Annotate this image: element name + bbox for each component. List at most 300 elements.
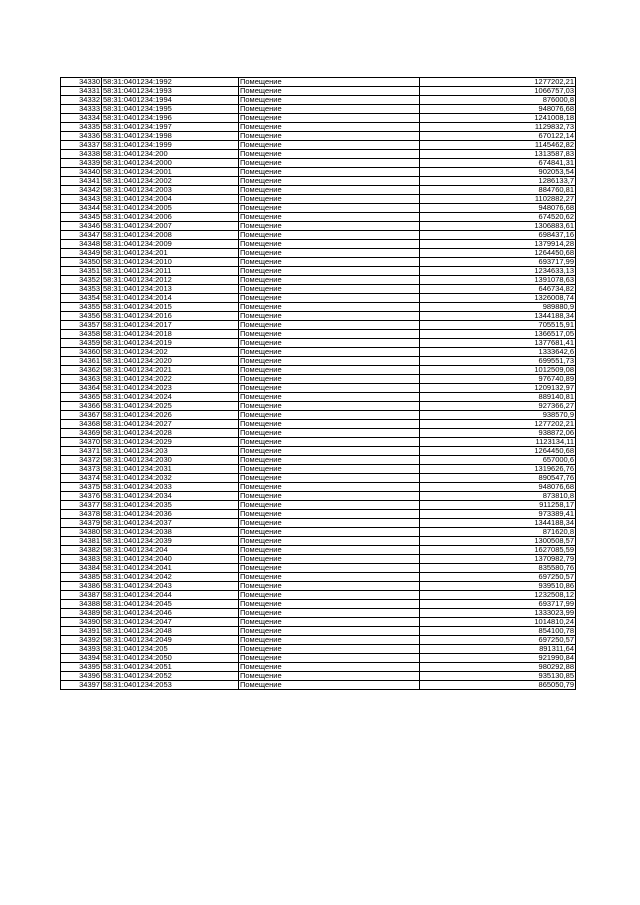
cadastral-value-cell: 835580,76 [420, 564, 576, 573]
cadastral-value-cell: 1333642,6 [420, 348, 576, 357]
cadastral-value-cell: 973389,41 [420, 510, 576, 519]
table-row [61, 96, 576, 105]
table-row [61, 384, 576, 393]
table-row [61, 546, 576, 555]
cadastral-number-cell: 58:31:0401234:1994 [102, 96, 239, 105]
cadastral-value-cell: 1014810,24 [420, 618, 576, 627]
cadastral-value-cell: 1326008,74 [420, 294, 576, 303]
object-type-cell: Помещение [239, 654, 420, 663]
cadastral-number-cell: 58:31:0401234:2034 [102, 492, 239, 501]
row-number-cell: 34340 [61, 168, 102, 177]
cadastral-value-cell: 1379914,28 [420, 240, 576, 249]
object-type-cell: Помещение [239, 402, 420, 411]
cadastral-number-cell: 58:31:0401234:2042 [102, 573, 239, 582]
row-number-cell: 34348 [61, 240, 102, 249]
row-number-cell: 34333 [61, 105, 102, 114]
object-type-cell: Помещение [239, 357, 420, 366]
cadastral-value-cell: 1241008,18 [420, 114, 576, 123]
table-row [61, 654, 576, 663]
table-row [61, 438, 576, 447]
cadastral-number-cell: 58:31:0401234:2038 [102, 528, 239, 537]
cadastral-number-cell: 58:31:0401234:2032 [102, 474, 239, 483]
row-number-cell: 34383 [61, 555, 102, 564]
table-row [61, 447, 576, 456]
cadastral-number-cell: 58:31:0401234:2040 [102, 555, 239, 564]
table-row [61, 483, 576, 492]
table-row [61, 501, 576, 510]
cadastral-value-cell: 1313587,83 [420, 150, 576, 159]
cadastral-value-cell: 1344188,34 [420, 312, 576, 321]
row-number-cell: 34351 [61, 267, 102, 276]
table-row [61, 330, 576, 339]
object-type-cell: Помещение [239, 276, 420, 285]
object-type-cell: Помещение [239, 240, 420, 249]
object-type-cell: Помещение [239, 564, 420, 573]
object-type-cell: Помещение [239, 510, 420, 519]
row-number-cell: 34377 [61, 501, 102, 510]
row-number-cell: 34353 [61, 285, 102, 294]
table-row [61, 564, 576, 573]
object-type-cell: Помещение [239, 537, 420, 546]
table-row [61, 285, 576, 294]
cadastral-value-cell: 854100,78 [420, 627, 576, 636]
cadastral-number-cell: 58:31:0401234:2002 [102, 177, 239, 186]
object-type-cell: Помещение [239, 96, 420, 105]
table-row [61, 276, 576, 285]
table-row [61, 357, 576, 366]
cadastral-number-cell: 58:31:0401234:2000 [102, 159, 239, 168]
table-row [61, 582, 576, 591]
table-row [61, 672, 576, 681]
row-number-cell: 34349 [61, 249, 102, 258]
row-number-cell: 34394 [61, 654, 102, 663]
object-type-cell: Помещение [239, 267, 420, 276]
cadastral-number-cell: 58:31:0401234:2047 [102, 618, 239, 627]
cadastral-value-cell: 674520,62 [420, 213, 576, 222]
cadastral-number-cell: 58:31:0401234:201 [102, 249, 239, 258]
row-number-cell: 34382 [61, 546, 102, 555]
cadastral-number-cell: 58:31:0401234:2052 [102, 672, 239, 681]
table-row [61, 78, 576, 87]
table-row [61, 339, 576, 348]
cadastral-number-cell: 58:31:0401234:2005 [102, 204, 239, 213]
row-number-cell: 34359 [61, 339, 102, 348]
row-number-cell: 34380 [61, 528, 102, 537]
cadastral-number-cell: 58:31:0401234:204 [102, 546, 239, 555]
cadastral-value-cell: 697250,57 [420, 573, 576, 582]
row-number-cell: 34373 [61, 465, 102, 474]
cadastral-number-cell: 58:31:0401234:2039 [102, 537, 239, 546]
object-type-cell: Помещение [239, 285, 420, 294]
row-number-cell: 34335 [61, 123, 102, 132]
cadastral-value-cell: 938872,06 [420, 429, 576, 438]
cadastral-value-cell: 1333023,99 [420, 609, 576, 618]
table-row [61, 258, 576, 267]
row-number-cell: 34342 [61, 186, 102, 195]
row-number-cell: 34395 [61, 663, 102, 672]
object-type-cell: Помещение [239, 348, 420, 357]
table-row [61, 375, 576, 384]
row-number-cell: 34337 [61, 141, 102, 150]
cadastral-number-cell: 58:31:0401234:202 [102, 348, 239, 357]
cadastral-number-cell: 58:31:0401234:2008 [102, 231, 239, 240]
row-number-cell: 34385 [61, 573, 102, 582]
row-number-cell: 34360 [61, 348, 102, 357]
object-type-cell: Помещение [239, 303, 420, 312]
row-number-cell: 34355 [61, 303, 102, 312]
cadastral-number-cell: 58:31:0401234:2029 [102, 438, 239, 447]
cadastral-value-cell: 698437,16 [420, 231, 576, 240]
row-number-cell: 34379 [61, 519, 102, 528]
object-type-cell: Помещение [239, 546, 420, 555]
cadastral-number-cell: 58:31:0401234:2050 [102, 654, 239, 663]
table-row [61, 537, 576, 546]
object-type-cell: Помещение [239, 312, 420, 321]
cadastral-value-cell: 871620,8 [420, 528, 576, 537]
cadastral-value-cell: 1319626,76 [420, 465, 576, 474]
cadastral-value-cell: 1102882,27 [420, 195, 576, 204]
cadastral-number-cell: 58:31:0401234:2020 [102, 357, 239, 366]
cadastral-value-cell: 935130,85 [420, 672, 576, 681]
row-number-cell: 34369 [61, 429, 102, 438]
cadastral-number-cell: 58:31:0401234:1996 [102, 114, 239, 123]
table-row [61, 114, 576, 123]
table-row [61, 222, 576, 231]
object-type-cell: Помещение [239, 456, 420, 465]
object-type-cell: Помещение [239, 294, 420, 303]
cadastral-number-cell: 58:31:0401234:200 [102, 150, 239, 159]
row-number-cell: 34331 [61, 87, 102, 96]
cadastral-number-cell: 58:31:0401234:2046 [102, 609, 239, 618]
row-number-cell: 34364 [61, 384, 102, 393]
cadastral-value-cell: 1391078,63 [420, 276, 576, 285]
cadastral-value-cell: 1234633,13 [420, 267, 576, 276]
cadastral-value-cell: 657000,6 [420, 456, 576, 465]
cadastral-number-cell: 58:31:0401234:2019 [102, 339, 239, 348]
object-type-cell: Помещение [239, 519, 420, 528]
object-type-cell: Помещение [239, 528, 420, 537]
cadastral-number-cell: 58:31:0401234:2043 [102, 582, 239, 591]
table-row [61, 510, 576, 519]
cadastral-value-cell: 1300508,57 [420, 537, 576, 546]
row-number-cell: 34339 [61, 159, 102, 168]
cadastral-number-cell: 58:31:0401234:2015 [102, 303, 239, 312]
cadastral-number-cell: 58:31:0401234:2051 [102, 663, 239, 672]
cadastral-number-cell: 58:31:0401234:2026 [102, 411, 239, 420]
table-row [61, 600, 576, 609]
cadastral-value-cell: 948076,68 [420, 483, 576, 492]
table-row [61, 123, 576, 132]
row-number-cell: 34345 [61, 213, 102, 222]
object-type-cell: Помещение [239, 438, 420, 447]
object-type-cell: Помещение [239, 114, 420, 123]
cadastral-number-cell: 58:31:0401234:2044 [102, 591, 239, 600]
cadastral-number-cell: 58:31:0401234:1995 [102, 105, 239, 114]
cadastral-number-cell: 58:31:0401234:2048 [102, 627, 239, 636]
row-number-cell: 34346 [61, 222, 102, 231]
cadastral-value-cell: 921990,84 [420, 654, 576, 663]
table-row [61, 231, 576, 240]
object-type-cell: Помещение [239, 87, 420, 96]
cadastral-value-cell: 1264450,68 [420, 447, 576, 456]
table-row [61, 411, 576, 420]
row-number-cell: 34334 [61, 114, 102, 123]
cadastral-number-cell: 58:31:0401234:2035 [102, 501, 239, 510]
cadastral-number-cell: 58:31:0401234:2053 [102, 681, 239, 690]
object-type-cell: Помещение [239, 492, 420, 501]
object-type-cell: Помещение [239, 321, 420, 330]
table-row [61, 195, 576, 204]
cadastral-number-cell: 58:31:0401234:2016 [102, 312, 239, 321]
row-number-cell: 34387 [61, 591, 102, 600]
cadastral-value-cell: 674841,31 [420, 159, 576, 168]
table-row [61, 321, 576, 330]
cadastral-value-cell: 693717,99 [420, 258, 576, 267]
cadastral-number-cell: 58:31:0401234:2011 [102, 267, 239, 276]
row-number-cell: 34396 [61, 672, 102, 681]
object-type-cell: Помещение [239, 222, 420, 231]
table-row [61, 528, 576, 537]
cadastral-value-cell: 1129832,73 [420, 123, 576, 132]
table-row [61, 429, 576, 438]
row-number-cell: 34389 [61, 609, 102, 618]
cadastral-value-cell: 1306883,61 [420, 222, 576, 231]
row-number-cell: 34330 [61, 78, 102, 87]
cadastral-number-cell: 58:31:0401234:205 [102, 645, 239, 654]
row-number-cell: 34391 [61, 627, 102, 636]
cadastral-value-cell: 980292,88 [420, 663, 576, 672]
row-number-cell: 34338 [61, 150, 102, 159]
cadastral-number-cell: 58:31:0401234:2017 [102, 321, 239, 330]
object-type-cell: Помещение [239, 411, 420, 420]
table-row [61, 645, 576, 654]
cadastral-value-cell: 1377681,41 [420, 339, 576, 348]
table-row [61, 591, 576, 600]
table-row [61, 87, 576, 96]
cadastral-value-cell: 1264450,68 [420, 249, 576, 258]
table-row [61, 474, 576, 483]
object-type-cell: Помещение [239, 366, 420, 375]
table-row [61, 348, 576, 357]
table-row [61, 105, 576, 114]
row-number-cell: 34354 [61, 294, 102, 303]
cadastral-value-cell: 902053,54 [420, 168, 576, 177]
object-type-cell: Помещение [239, 600, 420, 609]
table-row [61, 132, 576, 141]
object-type-cell: Помещение [239, 636, 420, 645]
object-type-cell: Помещение [239, 591, 420, 600]
object-type-cell: Помещение [239, 393, 420, 402]
cadastral-number-cell: 58:31:0401234:2021 [102, 366, 239, 375]
row-number-cell: 34332 [61, 96, 102, 105]
cadastral-number-cell: 58:31:0401234:2006 [102, 213, 239, 222]
cadastral-number-cell: 58:31:0401234:1992 [102, 78, 239, 87]
row-number-cell: 34370 [61, 438, 102, 447]
cadastral-number-cell: 58:31:0401234:2041 [102, 564, 239, 573]
object-type-cell: Помещение [239, 681, 420, 690]
object-type-cell: Помещение [239, 384, 420, 393]
table-row [61, 168, 576, 177]
row-number-cell: 34390 [61, 618, 102, 627]
object-type-cell: Помещение [239, 609, 420, 618]
object-type-cell: Помещение [239, 618, 420, 627]
cadastral-value-cell: 938570,9 [420, 411, 576, 420]
row-number-cell: 34386 [61, 582, 102, 591]
cadastral-number-cell: 58:31:0401234:2013 [102, 285, 239, 294]
row-number-cell: 34341 [61, 177, 102, 186]
cadastral-value-cell: 927366,27 [420, 402, 576, 411]
cadastral-number-cell: 58:31:0401234:2022 [102, 375, 239, 384]
object-type-cell: Помещение [239, 627, 420, 636]
table-row [61, 249, 576, 258]
object-type-cell: Помещение [239, 672, 420, 681]
row-number-cell: 34336 [61, 132, 102, 141]
object-type-cell: Помещение [239, 231, 420, 240]
row-number-cell: 34344 [61, 204, 102, 213]
cadastral-value-cell: 948076,68 [420, 105, 576, 114]
object-type-cell: Помещение [239, 150, 420, 159]
row-number-cell: 34372 [61, 456, 102, 465]
table-row [61, 618, 576, 627]
cadastral-number-cell: 58:31:0401234:2045 [102, 600, 239, 609]
row-number-cell: 34375 [61, 483, 102, 492]
cadastral-number-cell: 58:31:0401234:203 [102, 447, 239, 456]
object-type-cell: Помещение [239, 330, 420, 339]
object-type-cell: Помещение [239, 204, 420, 213]
cadastral-number-cell: 58:31:0401234:2025 [102, 402, 239, 411]
row-number-cell: 34371 [61, 447, 102, 456]
table-row [61, 150, 576, 159]
cadastral-value-cell: 699551,73 [420, 357, 576, 366]
table-row [61, 177, 576, 186]
object-type-cell: Помещение [239, 177, 420, 186]
object-type-cell: Помещение [239, 339, 420, 348]
cadastral-number-cell: 58:31:0401234:2004 [102, 195, 239, 204]
object-type-cell: Помещение [239, 105, 420, 114]
cadastral-value-cell: 876000,8 [420, 96, 576, 105]
table-row [61, 627, 576, 636]
row-number-cell: 34347 [61, 231, 102, 240]
cadastral-value-cell: 693717,99 [420, 600, 576, 609]
row-number-cell: 34397 [61, 681, 102, 690]
table-row [61, 420, 576, 429]
cadastral-number-cell: 58:31:0401234:2028 [102, 429, 239, 438]
row-number-cell: 34384 [61, 564, 102, 573]
row-number-cell: 34381 [61, 537, 102, 546]
object-type-cell: Помещение [239, 132, 420, 141]
row-number-cell: 34374 [61, 474, 102, 483]
table-row [61, 402, 576, 411]
object-type-cell: Помещение [239, 141, 420, 150]
row-number-cell: 34350 [61, 258, 102, 267]
object-type-cell: Помещение [239, 249, 420, 258]
table-row [61, 393, 576, 402]
object-type-cell: Помещение [239, 573, 420, 582]
cadastral-number-cell: 58:31:0401234:2010 [102, 258, 239, 267]
object-type-cell: Помещение [239, 582, 420, 591]
cadastral-value-cell: 1370982,79 [420, 555, 576, 564]
cadastral-value-cell: 670122,14 [420, 132, 576, 141]
row-number-cell: 34366 [61, 402, 102, 411]
object-type-cell: Помещение [239, 78, 420, 87]
object-type-cell: Помещение [239, 258, 420, 267]
cadastral-number-cell: 58:31:0401234:2037 [102, 519, 239, 528]
cadastral-value-cell: 889140,81 [420, 393, 576, 402]
row-number-cell: 34388 [61, 600, 102, 609]
row-number-cell: 34357 [61, 321, 102, 330]
table-row [61, 240, 576, 249]
table-row [61, 213, 576, 222]
object-type-cell: Помещение [239, 663, 420, 672]
cadastral-number-cell: 58:31:0401234:2036 [102, 510, 239, 519]
cadastral-value-cell: 1209132,97 [420, 384, 576, 393]
cadastral-number-cell: 58:31:0401234:2031 [102, 465, 239, 474]
cadastral-number-cell: 58:31:0401234:2012 [102, 276, 239, 285]
cadastral-value-cell: 697250,57 [420, 636, 576, 645]
cadastral-value-cell: 989880,9 [420, 303, 576, 312]
object-type-cell: Помещение [239, 501, 420, 510]
cadastral-number-cell: 58:31:0401234:2003 [102, 186, 239, 195]
table-row [61, 294, 576, 303]
table-row [61, 303, 576, 312]
table-row [61, 519, 576, 528]
object-type-cell: Помещение [239, 447, 420, 456]
row-number-cell: 34356 [61, 312, 102, 321]
object-type-cell: Помещение [239, 186, 420, 195]
cadastral-value-cell: 646734,82 [420, 285, 576, 294]
cadastral-value-cell: 891311,64 [420, 645, 576, 654]
table-row [61, 159, 576, 168]
table-row [61, 555, 576, 564]
cadastral-value-cell: 1627085,59 [420, 546, 576, 555]
object-type-cell: Помещение [239, 375, 420, 384]
object-type-cell: Помещение [239, 645, 420, 654]
table-row [61, 456, 576, 465]
object-type-cell: Помещение [239, 429, 420, 438]
object-type-cell: Помещение [239, 474, 420, 483]
row-number-cell: 34365 [61, 393, 102, 402]
cadastral-value-cell: 1012509,08 [420, 366, 576, 375]
cadastral-value-cell: 865050,79 [420, 681, 576, 690]
table-row [61, 663, 576, 672]
object-type-cell: Помещение [239, 159, 420, 168]
table-row [61, 141, 576, 150]
cadastral-number-cell: 58:31:0401234:2030 [102, 456, 239, 465]
row-number-cell: 34362 [61, 366, 102, 375]
row-number-cell: 34393 [61, 645, 102, 654]
cadastral-value-cell: 890547,76 [420, 474, 576, 483]
cadastral-value-cell: 873810,8 [420, 492, 576, 501]
cadastral-number-cell: 58:31:0401234:2014 [102, 294, 239, 303]
object-type-cell: Помещение [239, 420, 420, 429]
cadastral-value-cell: 1123134,11 [420, 438, 576, 447]
object-type-cell: Помещение [239, 123, 420, 132]
cadastral-value-cell: 1277202,21 [420, 420, 576, 429]
table-row [61, 681, 576, 690]
object-type-cell: Помещение [239, 213, 420, 222]
row-number-cell: 34343 [61, 195, 102, 204]
object-type-cell: Помещение [239, 465, 420, 474]
row-number-cell: 34368 [61, 420, 102, 429]
row-number-cell: 34378 [61, 510, 102, 519]
row-number-cell: 34358 [61, 330, 102, 339]
cadastral-value-cell: 705515,91 [420, 321, 576, 330]
registry-table-body [61, 78, 576, 690]
table-row [61, 636, 576, 645]
cadastral-value-cell: 939510,86 [420, 582, 576, 591]
table-row [61, 267, 576, 276]
cadastral-number-cell: 58:31:0401234:2023 [102, 384, 239, 393]
